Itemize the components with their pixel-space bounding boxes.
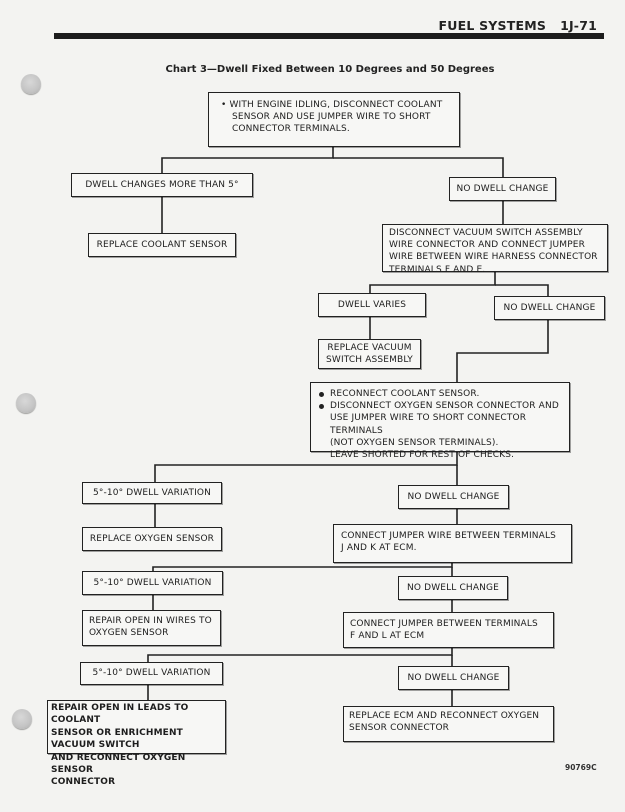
action-replace-ecm-line-2: SENSOR CONNECTOR <box>349 723 450 734</box>
action-replace-ecm <box>343 706 554 742</box>
action-repair-oxygen-wires <box>82 610 221 646</box>
result-no-change-1 <box>449 177 556 201</box>
step-disconnect-vacuum-line-1: DISCONNECT VACUUM SWITCH ASSEMBLY <box>389 228 583 238</box>
step-reconnect-bullet-1: RECONNECT COOLANT SENSOR. <box>317 388 563 400</box>
step-reconnect-cont <box>317 412 563 461</box>
result-variation-3 <box>80 662 223 685</box>
step-disconnect-vacuum-line-4: TERMINALS F AND E. <box>389 264 486 275</box>
action-repair-leads <box>47 700 226 788</box>
connector-fl-split <box>148 648 452 662</box>
step-start-line-3: CONNECTOR TERMINALS. <box>232 124 350 135</box>
step-reconnect-coolant <box>310 382 570 461</box>
step-jumper-jk <box>333 524 572 563</box>
step-jumper-fl-line-2: F AND L AT ECM <box>350 631 425 642</box>
step-reconnect-line-2: DISCONNECT OXYGEN SENSOR CONNECTOR AND <box>330 401 559 412</box>
step-jumper-jk-line-2: J AND K AT ECM. <box>341 543 417 554</box>
step-reconnect-line-4: (NOT OXYGEN SENSOR TERMINALS). <box>330 437 499 448</box>
result-dwell-changes-label: DWELL CHANGES MORE THAN 5° <box>85 179 239 190</box>
action-replace-vacuum-switch <box>318 339 421 369</box>
action-replace-vacuum-switch-line-1: REPLACE VACUUM <box>327 342 412 353</box>
step-reconnect-line-5: LEAVE SHORTED FOR REST OF CHECKS. <box>330 450 515 461</box>
action-repair-leads-line-2: SENSOR OR ENRICHMENT VACUUM SWITCH <box>51 727 183 751</box>
section-title: FUEL SYSTEMS <box>438 18 547 33</box>
connector-start-split <box>162 147 333 173</box>
result-no-change-4-label: NO DWELL CHANGE <box>407 582 499 593</box>
step-reconnect-bullet-2 <box>317 400 563 412</box>
step-disconnect-vacuum <box>382 224 608 275</box>
action-repair-oxygen-wires-line-2: OXYGEN SENSOR <box>89 628 169 639</box>
result-dwell-varies <box>318 293 426 317</box>
chart-title: Chart 3—Dwell Fixed Between 10 Degrees and 50 Degrees <box>165 64 495 75</box>
result-no-change-5-label: NO DWELL CHANGE <box>407 672 500 683</box>
action-replace-oxygen-sensor-label: REPLACE OXYGEN SENSOR <box>89 533 215 544</box>
result-variation-2-label: 5°-10° DWELL VARIATION <box>93 577 212 588</box>
result-variation-1-label: 5°-10° DWELL VARIATION <box>92 487 212 498</box>
step-disconnect-vacuum-line-3: WIRE BETWEEN WIRE HARNESS CONNECTOR <box>389 252 598 263</box>
result-no-change-3-label: NO DWELL CHANGE <box>407 491 500 502</box>
connector-vacuum-nochange2 <box>495 285 548 296</box>
action-replace-coolant-sensor <box>88 233 236 257</box>
action-replace-vacuum-switch-line-2: SWITCH ASSEMBLY <box>326 355 413 365</box>
result-variation-3-label: 5°-10° DWELL VARIATION <box>92 668 211 679</box>
figure-number: 90769C <box>565 763 597 772</box>
step-start-line-2: SENSOR AND USE JUMPER WIRE TO SHORT <box>232 112 431 123</box>
action-repair-oxygen-wires-line-1: REPAIR OPEN IN WIRES TO <box>89 616 212 626</box>
connector-start-nochange1 <box>333 158 503 177</box>
result-dwell-varies-label: DWELL VARIES <box>337 299 407 310</box>
step-reconnect-line-3: USE JUMPER WIRE TO SHORT CONNECTOR TERMINALS <box>330 413 527 436</box>
action-repair-leads-line-3: AND RECONNECT OXYGEN SENSOR <box>51 752 186 776</box>
step-disconnect-vacuum-line-2: WIRE CONNECTOR AND CONNECT JUMPER <box>389 240 586 251</box>
result-no-change-2-label: NO DWELL CHANGE <box>503 302 596 313</box>
result-no-change-3 <box>398 485 509 509</box>
step-start-line-1: • WITH ENGINE IDLING, DISCONNECT COOLANT <box>221 100 443 110</box>
action-replace-oxygen-sensor <box>82 527 222 551</box>
step-jumper-fl-line-1: CONNECT JUMPER BETWEEN TERMINALS <box>350 619 538 629</box>
step-jumper-jk-line-1: CONNECT JUMPER WIRE BETWEEN TERMINALS <box>341 531 556 541</box>
page-number: 1J-71 <box>560 18 597 33</box>
connector-nochange2-reconnect <box>457 320 548 382</box>
action-repair-leads-line-4: CONNECTOR <box>51 777 116 788</box>
result-dwell-changes <box>71 173 253 197</box>
action-replace-coolant-sensor-label: REPLACE COOLANT SENSOR <box>96 239 228 250</box>
step-jumper-fl <box>343 612 554 648</box>
result-variation-2 <box>82 571 223 595</box>
action-repair-leads-line-1: REPAIR OPEN IN LEADS TO COOLANT <box>51 703 189 726</box>
result-no-change-5 <box>398 666 509 690</box>
connector-jk-split <box>153 563 452 571</box>
result-no-change-1-label: NO DWELL CHANGE <box>456 183 549 194</box>
action-replace-ecm-line-1: REPLACE ECM AND RECONNECT OXYGEN <box>349 711 540 721</box>
result-variation-1 <box>82 482 222 504</box>
step-start <box>208 92 460 147</box>
result-no-change-4 <box>398 576 508 600</box>
result-no-change-2 <box>494 296 605 320</box>
